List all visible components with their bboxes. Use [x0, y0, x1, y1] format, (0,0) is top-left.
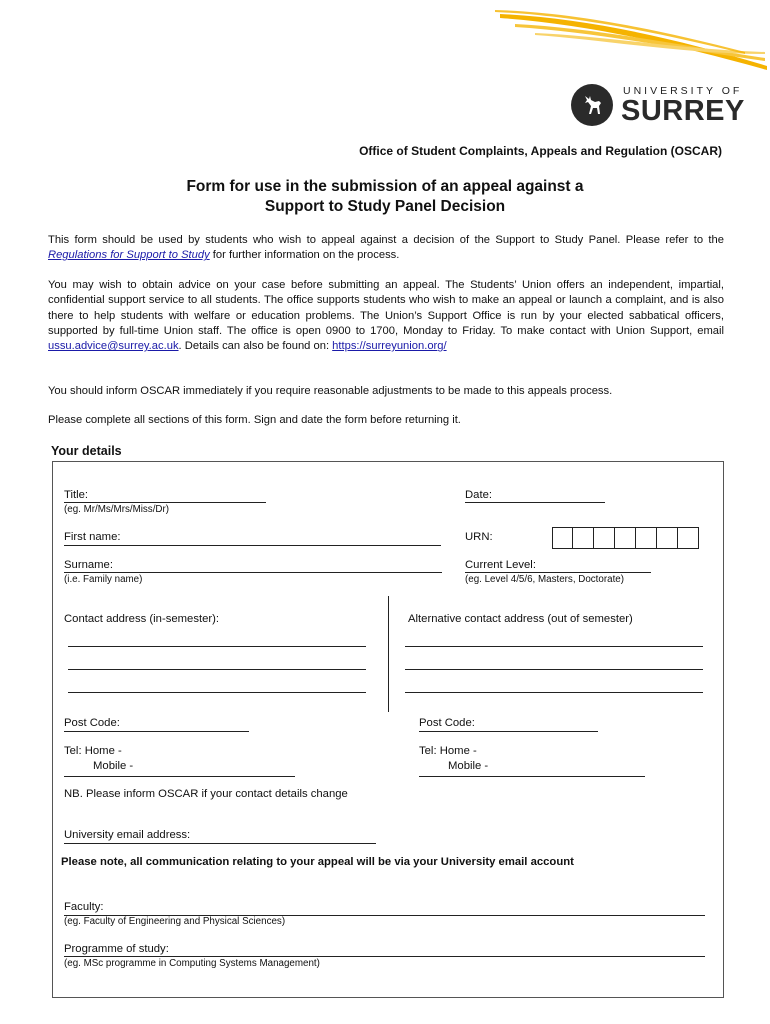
- urn-box[interactable]: [678, 527, 699, 549]
- programme-label: Programme of study:: [64, 943, 169, 955]
- logo-university-of: UNIVERSITY OF: [623, 85, 743, 97]
- programme-field[interactable]: [64, 956, 705, 957]
- faculty-label: Faculty:: [64, 901, 104, 913]
- form-title-line-1: Form for use in the submission of an appeal against a: [186, 178, 584, 195]
- urn-box[interactable]: [636, 527, 657, 549]
- contact-address-label: Contact address (in-semester):: [64, 613, 220, 625]
- urn-box[interactable]: [615, 527, 636, 549]
- union-email-link[interactable]: ussu.advice@surrey.ac.uk: [48, 340, 179, 353]
- postcode-label: Post Code:: [64, 717, 120, 729]
- urn-box[interactable]: [594, 527, 615, 549]
- alt-contact-address-line-3[interactable]: [405, 692, 703, 693]
- intro-paragraph-4: Please complete all sections of this form. Sign and date the form before returning it.: [48, 414, 461, 426]
- surname-label: Surname:: [64, 559, 113, 571]
- stag-emblem-icon: [571, 84, 613, 126]
- alt-contact-address-label: Alternative contact address (out of semester): [408, 613, 633, 625]
- intro-p1-text: This form should be used by students who wish to appeal against a decision of the Support to Study Panel. Please refer to the: [48, 234, 724, 246]
- office-heading: Office of Student Complaints, Appeals and Regulation (OSCAR): [359, 144, 722, 158]
- contact-change-note: NB. Please inform OSCAR if your contact details change: [64, 788, 348, 800]
- urn-box[interactable]: [573, 527, 594, 549]
- alt-contact-address-line-1[interactable]: [405, 646, 703, 647]
- email-communication-note: Please note, all communication relating to your appeal will be via your University email account: [61, 856, 574, 868]
- tel-field[interactable]: [64, 776, 295, 777]
- regulations-link[interactable]: Regulations for Support to Study: [48, 249, 210, 262]
- tel-mobile-label: Mobile -: [93, 760, 134, 772]
- tel-home-label: Tel: Home -: [64, 745, 122, 757]
- current-level-field[interactable]: [465, 572, 651, 573]
- alt-postcode-field[interactable]: [419, 731, 598, 732]
- logo-surrey: SURREY: [621, 95, 745, 127]
- intro-p1-text-after: for further information on the process.: [209, 249, 400, 262]
- postcode-field[interactable]: [64, 731, 249, 732]
- programme-hint: (eg. MSc programme in Computing Systems Management): [64, 958, 320, 969]
- alt-tel-mobile-label: Mobile -: [448, 760, 489, 772]
- urn-box[interactable]: [657, 527, 678, 549]
- title-field[interactable]: [64, 502, 266, 503]
- form-title: [0, 177, 770, 217]
- intro-paragraph-1: [48, 233, 724, 264]
- university-email-label: University email address:: [64, 829, 191, 841]
- date-label: Date:: [465, 489, 493, 501]
- urn-boxes[interactable]: [552, 527, 699, 549]
- intro-paragraph-3: You should inform OSCAR immediately if you require reasonable adjustments to be made to this appeals process.: [48, 385, 613, 397]
- contact-address-line-2[interactable]: [68, 669, 366, 670]
- union-website-link[interactable]: https://surreyunion.org/: [332, 340, 447, 353]
- intro-p2-text-middle: . Details can also be found on:: [178, 340, 333, 353]
- alt-contact-address-line-2[interactable]: [405, 669, 703, 670]
- alt-tel-field[interactable]: [419, 776, 645, 777]
- urn-label: URN:: [465, 531, 493, 543]
- current-level-label: Current Level:: [465, 559, 536, 571]
- first-name-field[interactable]: [64, 545, 441, 546]
- alt-postcode-label: Post Code:: [419, 717, 475, 729]
- alt-tel-home-label: Tel: Home -: [419, 745, 477, 757]
- current-level-hint: (eg. Level 4/5/6, Masters, Doctorate): [465, 574, 624, 585]
- intro-p2-text: You may wish to obtain advice on your case before submitting an appeal. The Students’ Union offers an independent, impartial, confidential support service to all students. The office supports students who wish to make an appeal or launch a complaint, and is also there to help students with welfare or education problems. The Union’s Support Office is run by your elected sabbatical officers, supported by full-time Union staff. The office is open 0900 to 1700, Monday to Friday. To make contact with Union Support, email: [48, 279, 724, 337]
- university-email-field[interactable]: [64, 843, 376, 844]
- first-name-label: First name:: [64, 531, 121, 543]
- university-swoosh-graphic: [495, 8, 770, 70]
- contact-address-line-1[interactable]: [68, 646, 366, 647]
- date-field[interactable]: [465, 502, 605, 503]
- form-title-line-2: Support to Study Panel Decision: [264, 198, 506, 215]
- your-details-heading: Your details: [51, 444, 122, 458]
- surname-hint: (i.e. Family name): [64, 574, 143, 585]
- surname-field[interactable]: [64, 572, 442, 573]
- urn-box[interactable]: [552, 527, 573, 549]
- contact-address-line-3[interactable]: [68, 692, 366, 693]
- intro-paragraph-2: [48, 278, 724, 354]
- faculty-hint: (eg. Faculty of Engineering and Physical Sciences): [64, 916, 286, 927]
- university-logo: [571, 82, 751, 128]
- title-hint: (eg. Mr/Ms/Mrs/Miss/Dr): [64, 504, 170, 515]
- title-label: Title:: [64, 489, 89, 501]
- address-divider: [388, 596, 389, 712]
